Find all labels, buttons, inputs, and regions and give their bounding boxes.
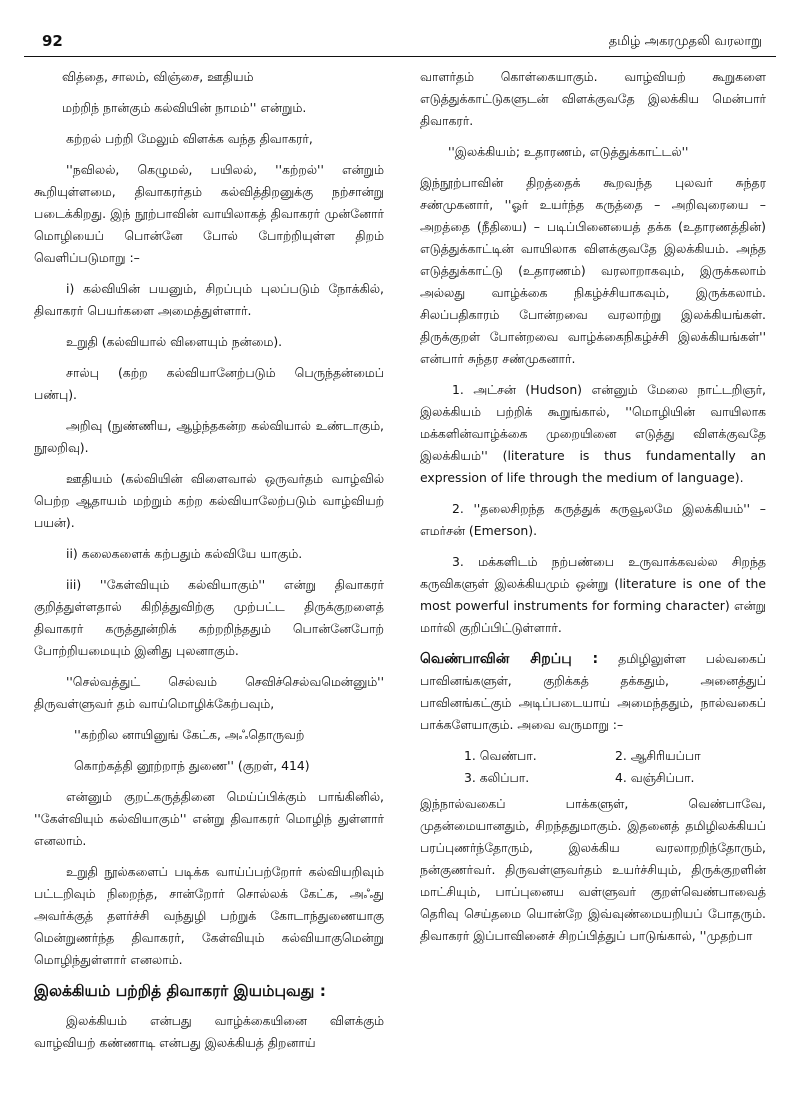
paragraph: ''செல்வத்துட் செல்வம் செவிச்செல்வமென்னும்'' திருவள்ளுவர் தம் வாய்மொழிக்கேற்பவும், bbox=[34, 674, 384, 711]
paragraph: 1. அட்சன் (Hudson) என்னும் மேலை நாட்டறிஞர், இலக்கியம் பற்றிக் கூறுங்கால், ''மொழியின் வாயிலாக மக்களின்வாழ்க்கை முறையினை எடுத்து விளக்குவதே இலக்கியம்'' (literature is thus fundamentally an expression of life through the medium of language). bbox=[420, 382, 766, 485]
paragraph: இலக்கியம் என்பது வாழ்க்கையினை விளக்கும் வாழ்வியற் கண்ணாடி என்பது இலக்கியத் திறனாய் bbox=[34, 1013, 384, 1050]
list-item: 1. வெண்பா. bbox=[464, 748, 537, 763]
paragraph: இந்நால்வகைப் பாக்களுள், வெண்பாவே, முதன்மையானதும், சிறந்ததுமாகும். இதனைத் தமிழிலக்கியப் பரப்புணர்ந்தோரும், இலக்கிய வரலாறறிந்தோரும், நன்குணர்வர். திருவள்ளுவர்தம் உயர்ச்சியும், திருக்குறளின் மாட்சியும், பாப்புனைய வள்ளுவர் குறள்வெண்பாவைத் தெரிவு செய்தமை யொன்றே இவ்வுண்மையறியப் போதரும். திவாகரர் இப்பாவினைச் சிறப்பித்துப் பாடுங்கால், ''முதற்பா bbox=[420, 796, 766, 943]
paragraph: என்னும் குறட்கருத்தினை மெய்ப்பிக்கும் பாங்கினில், ''கேள்வியும் கல்வியாகும்'' என்று திவாகரர் மொழிந் துள்ளார் எனலாம். bbox=[34, 789, 384, 848]
paragraph: இந்நூற்பாவின் திறத்தைக் கூறவந்த புலவர் சுந்தர சண்முகனார், ''ஓர் உயர்ந்த கருத்தை – அறிவுரையை – அறத்தை (நீதியை) – படிப்பினையைத் தக்க (உதாரணத்தின்) எடுத்துக்காட்டின் வாயிலாக விளக்குவதே இலக்கியம். அந்த எடுத்துக்காட்டு (உதாரணம்) வரலாறாகவும், இருக்கலாம் அல்லது வாழ்க்கை நிகழ்ச்சியாகவும், இருக்கலாம். சிலப்பதிகாரம் போன்றவை வரலாற்று இலக்கியங்கள். திருக்குறள் போன்றவை வாழ்க்கைநிகழ்ச்சி இலக்கியங்கள்'' என்பார் சுந்தர சண்முகனார். bbox=[420, 175, 766, 366]
section-heading: இலக்கியம் பற்றித் திவாகரர் இயம்புவது : bbox=[34, 982, 326, 1000]
paragraph: வாளர்தம் கொள்கையாகும். வாழ்வியற் கூறுகளை எடுத்துக்காட்டுகளுடன் விளக்குவதே இலக்கிய மென்பார் திவாகரர். bbox=[420, 69, 766, 128]
section-paragraph bbox=[420, 648, 766, 736]
list-item: 3. கலிப்பா. bbox=[464, 770, 530, 785]
verse-line: ''இலக்கியம்; உதாரணம், எடுத்துக்காட்டல்'' bbox=[448, 144, 689, 159]
paragraph: உறுதி நூல்களைப் படிக்க வாய்ப்பற்றோர் கல்வியறிவும் பட்டறிவும் நிறைந்த, சான்றோர் சொல்லக் கேட்க, அஃது அவர்க்குத் தளர்ச்சி வந்துழி பற்றுக் கோடாந்துணையாகு மென்றுணர்ந்த திவாகரர், கேள்வியும் கல்வியாகுமென்று மொழிந்துள்ளார் எனலாம். bbox=[34, 864, 384, 967]
paragraph-text: தமிழிலுள்ள பல்வகைப் பாவினங்களுள், குறிக்கத் தக்கதும், அனைத்துப் பாவினங்கட்கும் அடிப்படையாய் அமைந்ததும், நால்வகைப் பாக்களேயாகும். அவை வருமாறு :– bbox=[420, 651, 766, 732]
verse-line: வித்தை, சாலம், விஞ்சை, ஊதியம் bbox=[62, 69, 254, 84]
paragraph: ஊதியம் (கல்வியின் விளைவால் ஒருவர்தம் வாழ்வில் பெற்ற ஆதாயம் மற்றும் கற்ற கல்வியாலேற்படும் வாழ்வியற் பயன்). bbox=[34, 471, 384, 530]
paragraph: i) கல்வியின் பயனும், சிறப்பும் புலப்படும் நோக்கில், திவாகரர் பெயர்களை அமைத்துள்ளார். bbox=[34, 281, 384, 318]
section-heading: வெண்பாவின் சிறப்பு : bbox=[420, 651, 599, 667]
paragraph: ii) கலைகளைக் கற்பதும் கல்வியே யாகும். bbox=[66, 546, 303, 561]
paragraph: சால்பு (கற்ற கல்வியானேற்படும் பெருந்தன்மைப் பண்பு). bbox=[34, 365, 384, 402]
paragraph: iii) ''கேள்வியும் கல்வியாகும்'' என்று திவாகரர் குறித்துள்ளதால் கிறித்துவிற்கு முற்பட்ட திருக்குறளைத் திவாகரர் கருத்தூன்றிக் கற்றறிந்ததும் பொன்னேபோற் போற்றியமையும் இனிது புலனாகும். bbox=[34, 577, 384, 658]
page-header bbox=[24, 30, 776, 58]
right-column bbox=[420, 66, 766, 956]
left-column bbox=[34, 66, 384, 1063]
verse-line: மற்றிந் நான்கும் கல்வியின் நாமம்'' என்றும். bbox=[62, 100, 307, 115]
paragraph: அறிவு (நுண்ணிய, ஆழ்ந்தகன்ற கல்வியால் உண்டாகும், நூலறிவு). bbox=[34, 418, 384, 455]
verse-line: கொற்கத்தி னூற்றாந் துணை'' (குறள், 414) bbox=[74, 758, 310, 773]
running-title: தமிழ் அகரமுதலி வரலாறு bbox=[608, 34, 762, 49]
page-number: 92 bbox=[42, 32, 63, 50]
header-rule bbox=[24, 56, 776, 57]
paragraph: உறுதி (கல்வியால் விளையும் நன்மை). bbox=[66, 334, 283, 349]
paragraph: கற்றல் பற்றி மேலும் விளக்க வந்த திவாகரர், bbox=[66, 131, 313, 146]
paragraph: ''நவிலல், கெழுமல், பயிலல், ''கற்றல்'' என்றும் கூறியுள்ளமை, திவாகரர்தம் கல்வித்திறனுக்கு நற்சான்று படைக்கிறது. இந் நூற்பாவின் வாயிலாகத் திவாகரர் முன்னோர் மொழியைப் பொன்னே போல் போற்றியுள்ள திறம் வெளிப்படுமாறு :– bbox=[34, 162, 384, 265]
paragraph: 3. மக்களிடம் நற்பண்பை உருவாக்கவல்ல சிறந்த கருவிகளுள் இலக்கியமும் ஒன்று (literature is one of the most powerful instruments for forming character) என்று மார்லி குறிப்பிட்டுள்ளார். bbox=[420, 554, 766, 635]
list-item: 2. ஆசிரியப்பா bbox=[615, 748, 701, 763]
paragraph: 2. ''தலைசிறந்த கருத்துக் கருவூலமே இலக்கியம்'' – எமர்சன் (Emerson). bbox=[420, 501, 766, 538]
verse-line: ''கற்றில னாயினுங் கேட்க, அஃதொருவற் bbox=[74, 727, 305, 742]
verse-type-list bbox=[464, 745, 766, 789]
list-item: 4. வஞ்சிப்பா. bbox=[615, 770, 695, 785]
